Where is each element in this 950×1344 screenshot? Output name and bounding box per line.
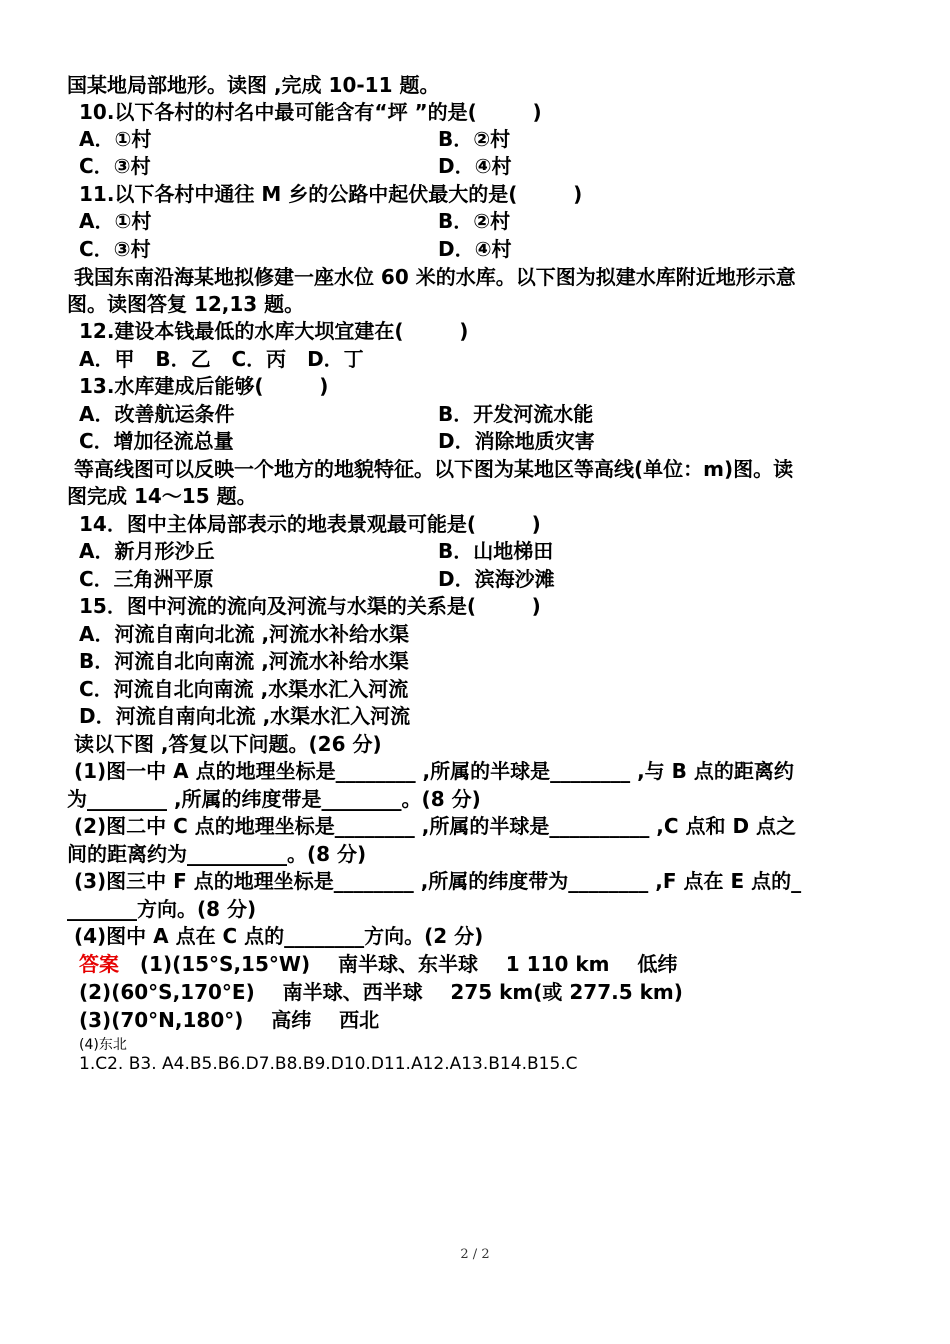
page-number: 2 / 2	[460, 1247, 490, 1262]
answer-1-text: (1)(15°S,15°W) 南半球、东半球 1 110 km 低纬	[119, 952, 678, 976]
q15-option-a: A．河流自南向北流 ,河流水补给水渠	[79, 622, 410, 646]
q11-option-d: D．④村	[438, 237, 512, 261]
subquestion-3b: _______方向。(8 分)	[67, 897, 257, 921]
question-10: 10.以下各村的村名中最可能含有“坪 ”的是( )	[79, 100, 542, 124]
subquestion-2a: (2)图二中 C 点的地理坐标是________ ,所属的半球是__________ ,C 点和 D 点之	[67, 814, 797, 838]
q10-option-d: D．④村	[438, 154, 512, 178]
answer-label: 答案	[79, 952, 119, 976]
answer-line-1	[79, 951, 909, 978]
q15-option-b: B．河流自北向南流 ,河流水补给水渠	[79, 649, 409, 673]
question-12: 12.建设本钱最低的水库大坝宜建在( )	[79, 319, 469, 343]
q13-option-d: D．消除地质灾害	[438, 429, 595, 453]
q10-option-a: A．①村	[79, 127, 152, 151]
q13-option-b: B．开发河流水能	[438, 402, 594, 426]
q15-option-c: C．河流自北向南流 ,水渠水汇入河流	[79, 677, 409, 701]
q14-option-a: A．新月形沙丘	[79, 539, 215, 563]
answer-line-2: (2)(60°S,170°E) 南半球、西半球 275 km(或 277.5 km)	[79, 980, 683, 1004]
q13-option-c: C．增加径流总量	[79, 429, 234, 453]
q10-option-b: B．②村	[438, 127, 511, 151]
paragraph-contour-1: 等高线图可以反映一个地方的地貌特征。以下图为某地区等高线(单位：m)图。读	[67, 457, 794, 481]
q10-option-c: C．③村	[79, 154, 151, 178]
question-11: 11.以下各村中通往 M 乡的公路中起伏最大的是( )	[79, 182, 583, 206]
q12-options: A．甲 B．乙 C．丙 D．丁	[79, 347, 364, 371]
answer-line-4: (4)东北	[79, 1037, 127, 1053]
subquestion-1a: (1)图一中 A 点的地理坐标是________ ,所属的半球是________ ,与 B 点的距离约	[67, 759, 794, 783]
subquestion-3a: (3)图三中 F 点的地理坐标是________ ,所属的纬度带为________ ,F 点在 E 点的_	[67, 869, 802, 893]
q14-option-d: D．滨海沙滩	[438, 567, 555, 591]
paragraph-map-intro: 读以下图 ,答复以下问题。(26 分)	[67, 732, 382, 756]
question-13: 13.水库建成后能够( )	[79, 374, 329, 398]
subquestion-4: (4)图中 A 点在 C 点的________方向。(2 分)	[67, 924, 484, 948]
subquestion-2b: 间的距离约为__________。(8 分)	[67, 842, 367, 866]
q14-option-c: C．三角洲平原	[79, 567, 214, 591]
intro-line: 国某地局部地形。读图 ,完成 10-11 题。	[67, 73, 440, 97]
question-15: 15．图中河流的流向及河流与水渠的关系是( )	[79, 594, 541, 618]
q11-option-b: B．②村	[438, 209, 511, 233]
answer-line-3: (3)(70°N,180°) 高纬 西北	[79, 1008, 380, 1032]
paragraph-reservoir-1: 我国东南沿海某地拟修建一座水位 60 米的水库。以下图为拟建水库附近地形示意	[67, 265, 796, 289]
answer-key-line: 1.C2. B3. A4.B5.B6.D7.B8.B9.D10.D11.A12.A13.B14.B15.C	[79, 1054, 578, 1074]
paragraph-contour-2: 图完成 14～15 题。	[67, 484, 257, 508]
question-14: 14．图中主体局部表示的地表景观最可能是( )	[79, 512, 541, 536]
q11-option-c: C．③村	[79, 237, 151, 261]
paragraph-reservoir-2: 图。读图答复 12,13 题。	[67, 292, 305, 316]
q15-option-d: D．河流自南向北流 ,水渠水汇入河流	[79, 704, 411, 728]
q14-option-b: B．山地梯田	[438, 539, 554, 563]
q13-option-a: A．改善航运条件	[79, 402, 235, 426]
q11-option-a: A．①村	[79, 209, 152, 233]
subquestion-1b: 为________ ,所属的纬度带是________。(8 分)	[67, 787, 481, 811]
